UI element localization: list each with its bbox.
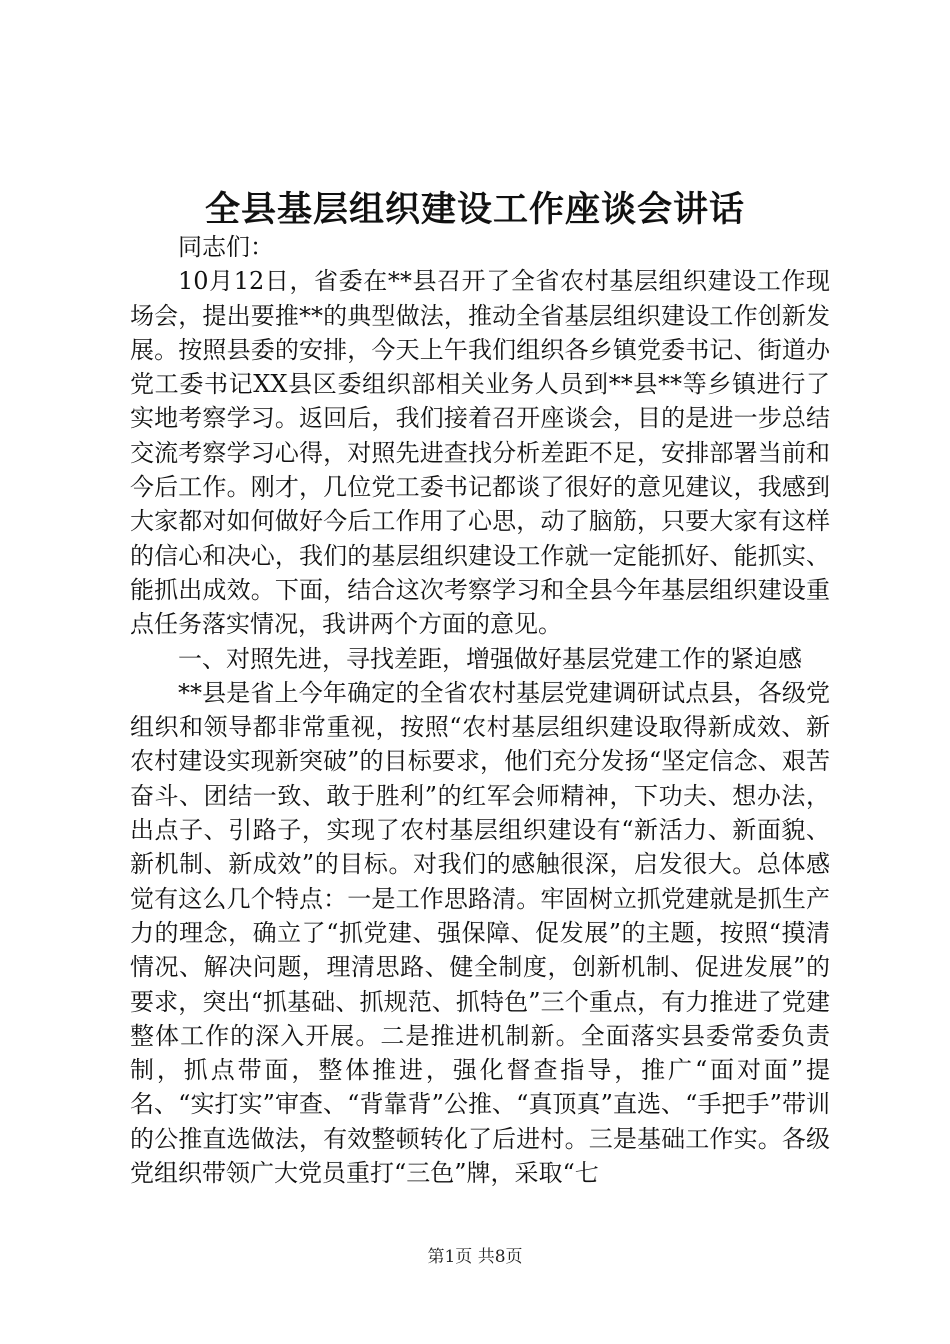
- salutation-paragraph: 同志们：: [178, 233, 274, 261]
- document-body: [130, 230, 830, 1190]
- page-number: 第1页 共8页: [427, 1247, 523, 1267]
- body-paragraph: **县是省上今年确定的全省农村基层党建调研试点县，各级党组织和领导都非常重视，按照“农村基层组织建设取得新成效、新农村建设实现新突破”的目标要求，他们充分发扬“坚定信念、艰苦奋斗、团结一致、敢于胜利”的红军会师精神，下功夫、想办法，出点子、引路子，实现了农村基层组织建设有“新活力、新面貌、新机制、新成效”的目标。对我们的感触很深，启发很大。总体感觉有这么几个特点：一是工作思路清。牢固树立抓党建就是抓生产力的理念，确立了“抓党建、强保障、促发展”的主题，按照“摸清情况、解决问题，理清思路、健全制度，创新机制、促进发展”的要求，突出“抓基础、抓规范、抓特色”三个重点，有力推进了党建整体工作的深入开展。二是推进机制新。全面落实县委常委负责制，抓点带面，整体推进，强化督查指导，推广“面对面”提名、“实打实”审查、“背靠背”公推、“真顶真”直选、“手把手”带训的公推直选做法，有效整顿转化了后进村。三是基础工作实。各级党组织带领广大党员重打“三色”牌，采取“七: [130, 678, 830, 1188]
- section-heading-1: 一、对照先进，寻找差距，增强做好基层党建工作的紧迫感: [178, 644, 802, 673]
- document-title: 全县基层组织建设工作座谈会讲话: [204, 189, 745, 230]
- intro-paragraph: 10月12日，省委在**县召开了全省农村基层组织建设工作现场会，提出要推**的典型做法，推动全省基层组织建设工作创新发展。按照县委的安排，今天上午我们组织各乡镇党委书记、街道办党工委书记XX县区委组织部相关业务人员到**县**等乡镇进行了实地考察学习。返回后，我们接着召开座谈会，目的是进一步总结交流考察学习心得，对照先进查找分析差距不足，安排部署当前和今后工作。刚才，几位党工委书记都谈了很好的意见建议，我感到大家都对如何做好今后工作用了心思，动了脑筋，只要大家有这样的信心和决心，我们的基层组织建设工作就一定能抓好、能抓实、能抓出成效。下面，结合这次考察学习和全县今年基层组织建设重点任务落实情况，我讲两个方面的意见。: [130, 267, 830, 639]
